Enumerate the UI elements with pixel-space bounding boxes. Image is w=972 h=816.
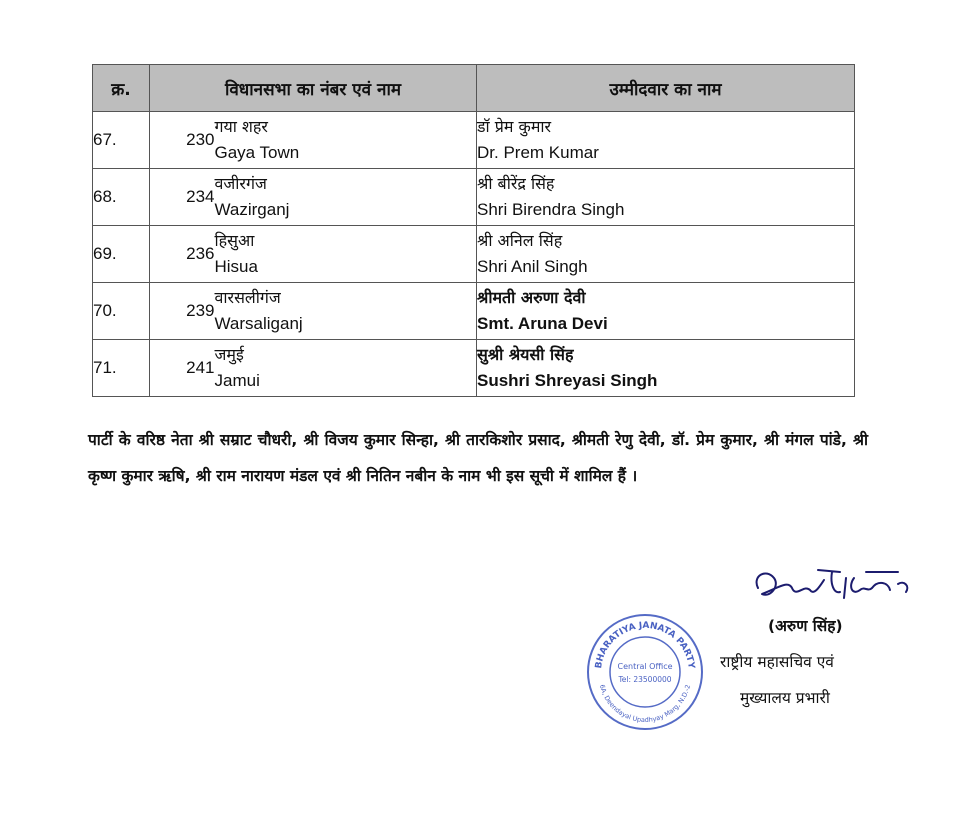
- row-ac-name: [215, 226, 477, 283]
- candidate-name-hindi: श्रीमती अरुणा देवी: [477, 288, 586, 307]
- candidate-name-hindi: सुश्री श्रेयसी सिंह: [477, 345, 574, 364]
- row-ac-number: 241: [150, 340, 215, 397]
- row-sno: 67.: [93, 112, 150, 169]
- row-ac-number: 239: [150, 283, 215, 340]
- candidate-name-english: Shri Birendra Singh: [477, 200, 625, 219]
- candidate-name-hindi: डॉ प्रेम कुमार: [477, 117, 552, 136]
- row-ac-name: [215, 112, 477, 169]
- row-sno: 70.: [93, 283, 150, 340]
- row-ac-number: 234: [150, 169, 215, 226]
- candidate-name-english: Smt. Aruna Devi: [477, 314, 608, 333]
- ac-name-english: Hisua: [214, 257, 258, 276]
- stamp-ring-text: BHARATIYA JANATA PARTY: [594, 620, 696, 670]
- row-sno: 68.: [93, 169, 150, 226]
- signature-graphic: [748, 558, 918, 618]
- signatory-office: मुख्यालय प्रभारी: [740, 689, 830, 707]
- stamp-address-text: 6A, Deendayal Upadhyay Marg, N.D.-2: [597, 683, 693, 725]
- table-header-row: [93, 65, 855, 112]
- row-candidate: [477, 169, 855, 226]
- candidate-table: [92, 64, 855, 397]
- ac-name-hindi: वजीरगंज: [214, 174, 267, 193]
- candidate-name-english: Sushri Shreyasi Singh: [477, 371, 658, 390]
- row-ac-name: [215, 340, 477, 397]
- ac-name-hindi: जमुई: [214, 345, 244, 364]
- header-sno: क्र.: [93, 65, 150, 112]
- ac-name-english: Gaya Town: [214, 143, 300, 162]
- row-candidate: [477, 283, 855, 340]
- office-stamp: [585, 612, 705, 732]
- stamp-center-title: Central Office: [617, 662, 673, 671]
- signatory-designation: राष्ट्रीय महासचिव एवं: [720, 653, 834, 671]
- ac-name-hindi: वारसलीगंज: [214, 288, 281, 307]
- row-candidate: [477, 226, 855, 283]
- header-constituency: विधानसभा का नंबर एवं नाम: [150, 65, 477, 112]
- row-sno: 71.: [93, 340, 150, 397]
- ac-name-hindi: गया शहर: [214, 117, 268, 136]
- ac-name-english: Jamui: [214, 371, 260, 390]
- ac-name-english: Wazirganj: [214, 200, 290, 219]
- row-sno: 69.: [93, 226, 150, 283]
- candidate-name-hindi: श्री अनिल सिंह: [477, 231, 563, 250]
- ac-name-hindi: हिसुआ: [214, 231, 255, 250]
- signatory-name: (अरुण सिंह): [768, 617, 843, 635]
- header-candidate: उम्मीदवार का नाम: [477, 65, 855, 112]
- ac-name-english: Warsaliganj: [214, 314, 303, 333]
- candidate-name-hindi: श्री बीरेंद्र सिंह: [477, 174, 555, 193]
- row-ac-name: [215, 169, 477, 226]
- table-row: [93, 112, 855, 169]
- row-ac-name: [215, 283, 477, 340]
- table-row: [93, 226, 855, 283]
- table-row: [93, 169, 855, 226]
- candidate-name-english: Dr. Prem Kumar: [477, 143, 599, 162]
- row-ac-number: 230: [150, 112, 215, 169]
- note-paragraph: पार्टी के वरिष्ठ नेता श्री सम्राट चौधरी, श्री विजय कुमार सिन्हा, श्री तारकिशोर प्रसाद, श्रीमती रेणु देवी, डॉ. प्रेम कुमार, श्री मंगल पांडे, श्री कृष्ण कुमार ऋषि, श्री राम नारायण मंडल एवं श्री नितिन नबीन के नाम भी इस सूची में शामिल हैं ।: [88, 431, 868, 485]
- candidate-name-english: Shri Anil Singh: [477, 257, 588, 276]
- row-candidate: [477, 340, 855, 397]
- table-row: [93, 340, 855, 397]
- table-row: [93, 283, 855, 340]
- stamp-center-phone: Tel: 23500000: [618, 675, 672, 684]
- row-ac-number: 236: [150, 226, 215, 283]
- row-candidate: [477, 112, 855, 169]
